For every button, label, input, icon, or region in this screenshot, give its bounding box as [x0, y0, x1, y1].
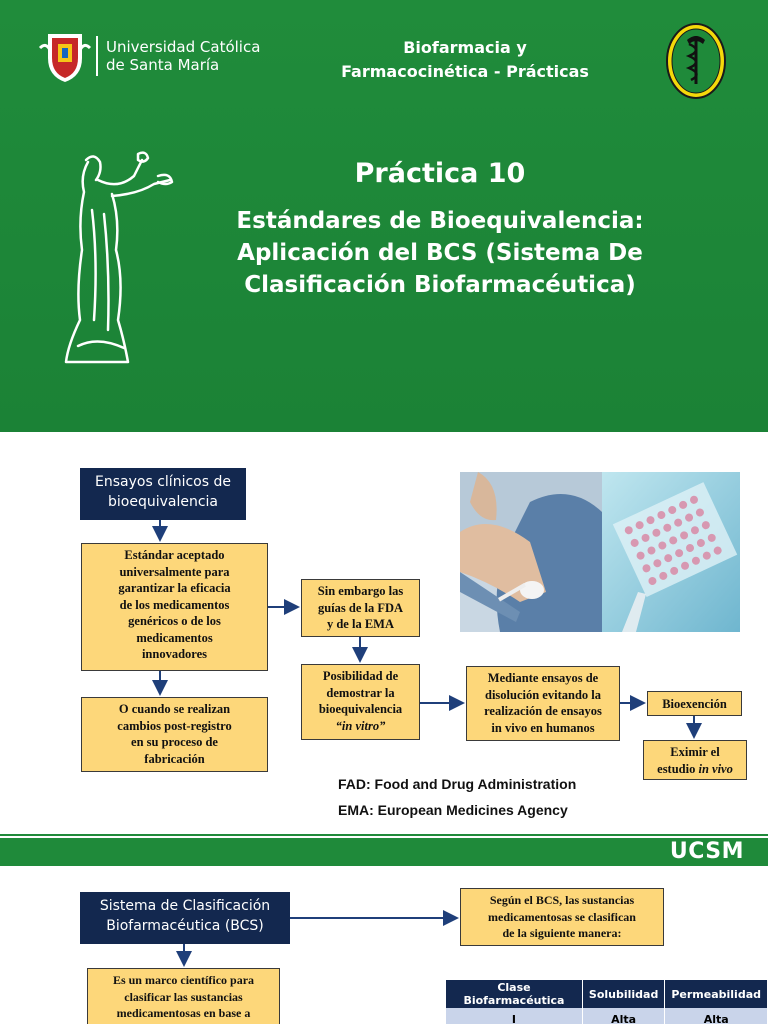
saint-figure-icon [58, 150, 178, 370]
segun-line: medicamentosas se clasifican [488, 909, 636, 924]
eximir-italic-text: in vivo [698, 761, 733, 776]
marco-cientifico-box [87, 968, 280, 1024]
changes-box [81, 697, 268, 772]
bcs-title-line1: Sistema de Clasificación [99, 898, 271, 914]
practice-subtitle [200, 205, 680, 301]
university-crest-icon [36, 28, 94, 86]
subtitle-line1: Estándares de Bioequivalencia: [236, 208, 644, 234]
footer-band [0, 838, 768, 866]
footer-divider [0, 834, 768, 836]
fda-ema-box [301, 579, 420, 637]
segun-line: Según el BCS, las sustancias [489, 893, 635, 907]
changes-line: fabricación [144, 751, 205, 766]
course-title-line1: Biofarmacia y [403, 38, 527, 57]
segun-line: de la siguiente manera: [502, 926, 622, 940]
table-header-cell: Permeabilidad [665, 980, 768, 1008]
bcs-title-box [80, 892, 290, 944]
standard-box [81, 543, 268, 671]
standard-line: genéricos o de los [128, 614, 221, 628]
fda-line: y de la EMA [326, 617, 394, 631]
ucsm-brand: UCSM [669, 839, 744, 864]
title-slide [0, 0, 768, 432]
standard-line: innovadores [141, 647, 208, 661]
standard-line: de los medicamentos [119, 597, 230, 612]
marco-line: Es un marco científico para [112, 973, 255, 987]
standard-line: universalmente para [119, 564, 230, 579]
table-cell: Alta [665, 1008, 768, 1024]
eximir-line2 [644, 761, 746, 778]
possibility-line: Posibilidad de [322, 669, 399, 683]
subtitle-line2: Aplicación del BCS (Sistema De [237, 240, 643, 266]
dissolution-line: disolución evitando la [485, 687, 601, 702]
eximir-plain-text: estudio [657, 761, 699, 776]
bioexencion-label: Bioexención [662, 697, 727, 711]
changes-line: en su proceso de [131, 735, 218, 749]
changes-line: cambios post-registro [117, 718, 232, 733]
bioequivalence-title-box [80, 468, 246, 520]
pharmacy-seal-icon [665, 22, 727, 100]
marco-line: clasificar las sustancias [124, 989, 243, 1004]
course-title-line2: Farmacocinética - Prácticas [341, 62, 589, 81]
course-title [320, 36, 610, 84]
possibility-box [301, 664, 420, 740]
bioexencion-box [647, 691, 742, 716]
university-name [106, 38, 260, 74]
table-row [446, 1008, 768, 1024]
subtitle-line3: Clasificación Biofarmacéutica) [244, 272, 636, 298]
lab-plate-photo [602, 472, 740, 632]
bcs-classification-table [446, 980, 768, 1024]
dissolution-line: Mediante ensayos de [487, 671, 599, 685]
possibility-line: demostrar la [326, 685, 395, 700]
standard-line: medicamentos [136, 630, 213, 645]
bcs-title-line2: Biofarmacéutica (BCS) [106, 918, 264, 934]
dissolution-box [466, 666, 620, 741]
vaccination-illustration [460, 472, 602, 632]
bioequivalence-title-line1: Ensayos clínicos de [95, 474, 231, 490]
eximir-line1: Eximir el [670, 745, 720, 759]
fda-line: Sin embargo las [317, 584, 404, 598]
eximir-box [643, 740, 747, 780]
possibility-line: bioequivalencia [318, 702, 403, 716]
lab-plate-illustration [602, 472, 740, 632]
fda-line: guías de la FDA [317, 600, 404, 615]
table-header-cell: Solubilidad [582, 980, 664, 1008]
ema-abbreviation: EMA: European Medicines Agency [338, 802, 568, 818]
segun-bcs-box [460, 888, 664, 946]
practice-title: Práctica 10 [354, 158, 526, 189]
bioequivalence-title-line2: bioequivalencia [107, 494, 218, 510]
in-vitro-text: “in vitro” [335, 718, 386, 733]
table-cell: Alta [582, 1008, 664, 1024]
table-cell: I [446, 1008, 582, 1024]
standard-line: garantizar la eficacia [118, 581, 231, 595]
table-header-cell: Clase Biofarmacéutica [446, 980, 582, 1008]
university-name-line2: de Santa María [106, 56, 220, 74]
vaccination-photo [460, 472, 602, 632]
logo-divider [96, 36, 98, 76]
marco-line: medicamentosas en base a [116, 1006, 251, 1020]
university-name-line1: Universidad Católica [106, 38, 261, 56]
fda-abbreviation: FAD: Food and Drug Administration [338, 776, 577, 792]
dissolution-line: realización de ensayos [484, 704, 602, 718]
table-header-row [446, 980, 768, 1008]
standard-line: Estándar aceptado [124, 548, 225, 562]
dissolution-line: in vivo en humanos [491, 720, 595, 735]
changes-line: O cuando se realizan [118, 702, 231, 716]
